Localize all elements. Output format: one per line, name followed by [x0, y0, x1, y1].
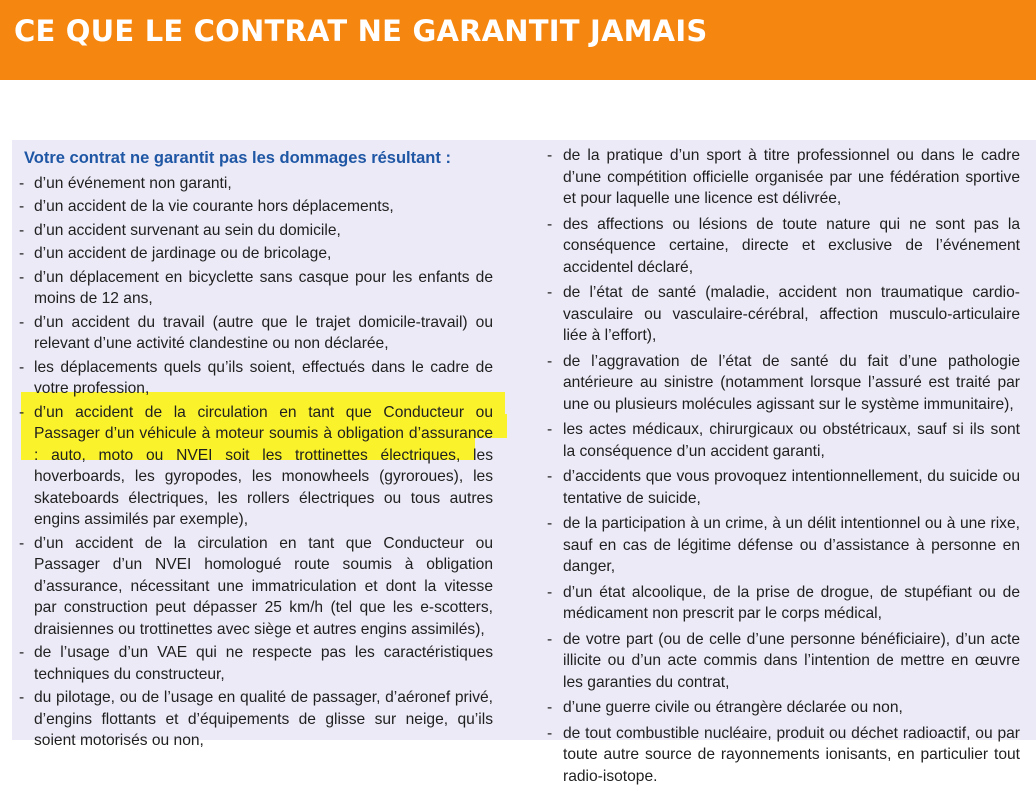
- exclusion-list-left: [0, 173, 493, 752]
- list-item: - de l’usage d’un VAE qui ne respecte pas les caractéristiques techniques du constructeur,: [0, 642, 493, 685]
- header-banner: [0, 0, 1036, 80]
- left-column: [0, 145, 493, 754]
- list-item: - les actes médicaux, chirurgicaux ou obstétricaux, sauf si ils sont la conséquence d’un accident garanti,: [543, 419, 1020, 462]
- list-item: - de l’aggravation de l’état de santé du fait d’une pathologie antérieure au sinistre (notamment lorsque l’assuré est traité par une ou plusieurs molécules agissant sur le système immunitaire),: [543, 351, 1020, 416]
- list-item: - de l’état de santé (maladie, accident non traumatique cardio-vasculaire ou vasculaire-cérébral, affection musculo-articulaire liée à l’effort),: [543, 282, 1020, 347]
- list-item: - d’un déplacement en bicyclette sans casque pour les enfants de moins de 12 ans,: [0, 267, 493, 310]
- right-column: [543, 145, 1020, 791]
- list-item: - de la pratique d’un sport à titre professionnel ou dans le cadre d’une compétition officielle organisée par une fédération sportive et pour laquelle une licence est délivrée,: [543, 145, 1020, 210]
- list-item: - d’une guerre civile ou étrangère déclarée ou non,: [543, 697, 1020, 719]
- list-item: - du pilotage, ou de l’usage en qualité de passager, d’aéronef privé, d’engins flottants et d’équipements de glisse sur neige, qu’ils soient motorisés ou non,: [0, 687, 493, 752]
- list-item: - d’accidents que vous provoquez intentionnellement, du suicide ou tentative de suicide,: [543, 466, 1020, 509]
- list-item: - de la participation à un crime, à un délit intentionnel ou à une rixe, sauf en cas de légitime défense ou d’assistance à personne en danger,: [543, 513, 1020, 578]
- list-item: - d’un accident de la circulation en tant que Conducteur ou Passager d’un NVEI homologué route soumis à obligation d’assurance, nécessitant une immatriculation et dont la vitesse par construction peut dépasser 25 km/h (tel que les e-scotters, draisiennes ou trottinettes avec siège et autres engins assimilés),: [0, 533, 493, 641]
- list-item: - de tout combustible nucléaire, produit ou déchet radioactif, ou par toute autre source de rayonnements ionisants, en particulier tout radio-isotope.: [543, 723, 1020, 788]
- list-item: - d’un accident du travail (autre que le trajet domicile-travail) ou relevant d’une activité clandestine ou non déclarée,: [0, 312, 493, 355]
- list-item: - d’un état alcoolique, de la prise de drogue, de stupéfiant ou de médicament non prescrit par le corps médical,: [543, 582, 1020, 625]
- intro-heading: Votre contrat ne garantit pas les dommages résultant :: [24, 149, 451, 167]
- page-title: CE QUE LE CONTRAT NE GARANTIT JAMAIS: [14, 14, 708, 48]
- list-item-highlighted: - d’un accident de la circulation en tant que Conducteur ou Passager d’un véhicule à moteur soumis à obligation d’assurance : auto, moto ou NVEI soit les trottinettes électriques, les hoverboards, les gyropodes, les monowheels (gyroroues), les skateboards électriques, les rollers électriques ou tous autres engins assimilés par exemple),: [0, 402, 493, 531]
- list-item: - d’un accident survenant au sein du domicile,: [0, 220, 493, 242]
- list-item: - de votre part (ou de celle d’une personne bénéficiaire), d’un acte illicite ou d’un acte commis dans l’intention de mettre en œuvre les garanties du contrat,: [543, 629, 1020, 694]
- exclusion-list-right: [543, 145, 1020, 787]
- list-item: - les déplacements quels qu’ils soient, effectués dans le cadre de votre profession,: [0, 357, 493, 400]
- list-item: - d’un événement non garanti,: [0, 173, 493, 195]
- list-item: - des affections ou lésions de toute nature qui ne sont pas la conséquence certaine, directe et exclusive de l’événement accidentel déclaré,: [543, 214, 1020, 279]
- list-item: - d’un accident de jardinage ou de bricolage,: [0, 243, 493, 265]
- list-item: - d’un accident de la vie courante hors déplacements,: [0, 196, 493, 218]
